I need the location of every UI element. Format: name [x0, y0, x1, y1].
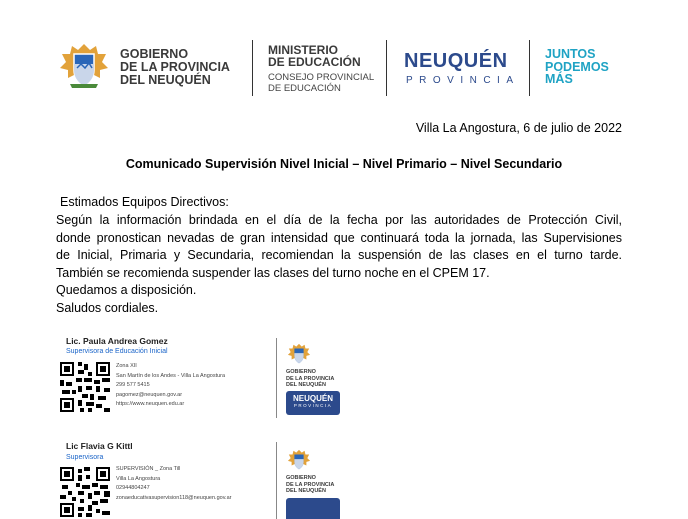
email-link[interactable]: pagomez@neuquen.gov.ar: [116, 391, 183, 398]
paragraph-line: donde pronostican nevadas de gran intensidad que continuará toda la jornada, las Supervisiones: [56, 230, 622, 245]
divider: [252, 40, 253, 96]
gov-line-2: DE LA PROVINCIA: [286, 375, 335, 382]
gov-line-2: DE LA PROVINCIA: [286, 481, 335, 488]
divider: [529, 40, 530, 96]
gov-name: [286, 475, 334, 495]
gov-line-2: DE LA PROVINCIA: [120, 60, 230, 74]
contact-line: Villa La Angostura: [116, 475, 161, 482]
divider: [386, 40, 387, 96]
neuquen-badge: [286, 498, 340, 519]
letter-date: Villa La Angostura, 6 de julio de 2022: [415, 121, 622, 135]
gov-line-1: GOBIERNO: [286, 369, 316, 375]
ministry-line-2: DE EDUCACIÓN: [268, 55, 361, 69]
signer-contact: [116, 465, 231, 503]
greeting: Estimados Equipos Directivos:: [60, 195, 229, 209]
qr-code-icon: [60, 467, 110, 517]
email-link[interactable]: zonaeducativasupervision118@neuquen.gov.ar: [116, 494, 232, 501]
paragraph-line: También se recomienda suspender las clases del turno noche en el CPEM 17.: [56, 265, 490, 280]
gov-line-1: GOBIERNO: [286, 475, 316, 481]
contact-line: 299 577 5415: [116, 382, 150, 388]
gov-name: [120, 48, 230, 87]
gov-line-3: DEL NEUQUÉN: [120, 73, 211, 87]
gov-name: [286, 369, 334, 389]
qr-code-icon: [60, 362, 110, 412]
slogan-line-2: PODEMOS: [545, 59, 609, 74]
closing-line: Saludos cordiales.: [56, 301, 159, 315]
signer-role: Supervisora: [66, 454, 104, 461]
contact-line: Zona XII: [116, 363, 137, 369]
divider: [276, 338, 277, 418]
website-link[interactable]: https://www.neuquen.edu.ar: [116, 401, 185, 407]
council-line-2: DE EDUCACIÓN: [268, 83, 341, 94]
signer-name: Lic Flavia G Kittl: [66, 441, 133, 451]
slogan: [545, 48, 609, 86]
coat-of-arms-icon: [56, 40, 112, 92]
coat-of-arms-icon: [286, 342, 312, 366]
closing-line: Quedamos a disposición.: [56, 283, 197, 297]
provincia-badge-text: PROVINCIA: [293, 403, 333, 408]
council-line-1: CONSEJO PROVINCIAL: [268, 72, 375, 83]
neuquen-logo-text: NEUQUÉN: [404, 50, 508, 72]
neuquen-badge-text: NEUQUÉN: [292, 394, 333, 403]
slogan-line-1: JUNTOS: [545, 47, 596, 61]
provincia-logo-text: PROVINCIA: [406, 75, 520, 86]
contact-line: San Martín de los Andes - Villa La Angostura: [116, 372, 226, 379]
signer-name: Lic. Paula Andrea Gomez: [66, 336, 168, 346]
neuquen-badge: [286, 391, 340, 415]
gov-line-1: GOBIERNO: [120, 47, 189, 61]
gov-line-3: DEL NEUQUÉN: [286, 488, 326, 494]
council-name: [268, 72, 374, 94]
ministry-line-1: MINISTERIO: [268, 43, 339, 57]
signer-contact: [116, 362, 225, 410]
ministry-name: [268, 44, 361, 68]
slogan-line-3: MÁS: [545, 72, 573, 86]
paragraph-line: Según la información brindada en el día de la fecha por las autoridades de Protección Civil,: [56, 213, 622, 227]
coat-of-arms-icon: [286, 448, 312, 472]
signer-role: Supervisora de Educación Inicial: [66, 348, 168, 355]
divider: [276, 442, 277, 519]
body-paragraph: [56, 212, 622, 282]
contact-line: SUPERVISIÓN _ Zona Till: [116, 466, 181, 472]
gov-line-3: DEL NEUQUÉN: [286, 382, 326, 388]
contact-line: 02944804247: [116, 485, 150, 491]
paragraph-line: de Inicial, Primaria y Secundaria, recomiendan la suspensión de las clases en el turno tarde.: [56, 248, 622, 263]
letter-title: Comunicado Supervisión Nivel Inicial – Nivel Primario – Nivel Secundario: [125, 157, 563, 171]
